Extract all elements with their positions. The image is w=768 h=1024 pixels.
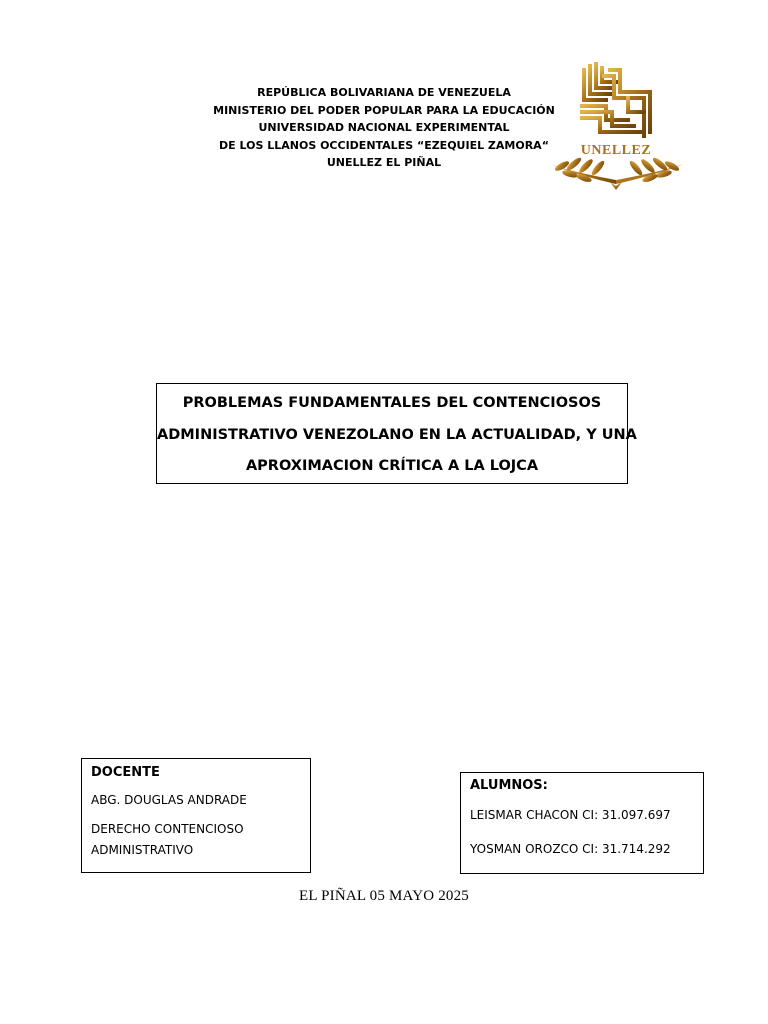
header-line-republic: REPÚBLICA BOLIVARIANA DE VENEZUELA [257, 86, 511, 99]
docente-course-line-1: DERECHO CONTENCIOSO [91, 822, 244, 836]
header-line-llanos: DE LOS LLANOS OCCIDENTALES “EZEQUIEL ZAMORA“ [219, 138, 549, 152]
institution-header [200, 84, 568, 172]
docente-heading: DOCENTE [91, 765, 160, 780]
title-line-2: ADMINISTRATIVO VENEZOLANO EN LA ACTUALIDAD, Y UNA [157, 426, 637, 443]
header-line-university: UNIVERSIDAD NACIONAL EXPERIMENTAL [258, 121, 510, 134]
alumnos-heading: ALUMNOS: [470, 778, 548, 793]
alumno-item: LEISMAR CHACON CI: 31.097.697 [470, 808, 671, 822]
document-title-box [156, 383, 637, 484]
alumnos-box [460, 772, 704, 874]
docente-box [81, 758, 311, 873]
footer-date: EL PIÑAL 05 MAYO 2025 [298, 888, 470, 904]
docente-course-line-2: ADMINISTRATIVO [91, 843, 194, 857]
docente-name: ABG. DOUGLAS ANDRADE [91, 793, 247, 807]
unellez-logo [544, 62, 690, 194]
unellez-logo-icon [544, 62, 690, 194]
header-line-campus: UNELLEZ EL PIÑAL [326, 156, 442, 169]
title-line-1: PROBLEMAS FUNDAMENTALES DEL CONTENCIOSOS [182, 395, 602, 411]
alumno-item: YOSMAN OROZCO CI: 31.714.292 [470, 842, 671, 856]
title-line-3: APROXIMACION CRÍTICA A LA LOJCA [245, 458, 539, 474]
header-line-ministry: MINISTERIO DEL PODER POPULAR PARA LA EDUCACIÓN [213, 103, 555, 117]
svg-text:UNELLEZ: UNELLEZ [580, 143, 652, 158]
